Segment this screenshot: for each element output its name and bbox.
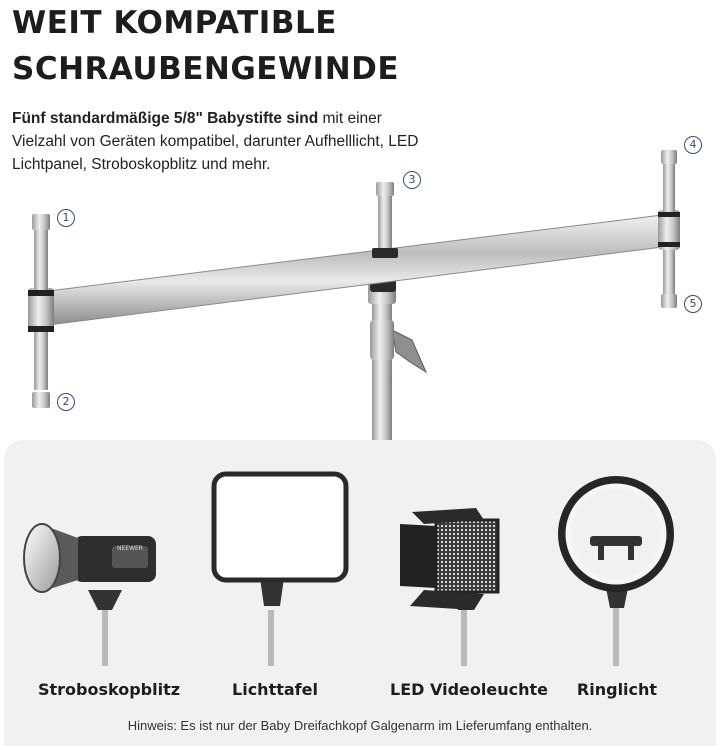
pin-5 (663, 250, 675, 298)
headline-line-2: SCHRAUBENGEWINDE (12, 51, 400, 87)
stand-pole (372, 290, 392, 450)
boom-bar (40, 214, 670, 326)
label-light-panel: Lichttafel (232, 680, 318, 699)
strobe-illustration (12, 460, 182, 670)
product-ring-light (532, 460, 702, 670)
label-strobe: Stroboskopblitz (37, 680, 181, 699)
pin-badge-5: 5 (684, 295, 702, 313)
headline (12, 0, 399, 92)
description-bold: Fünf standardmäßige 5/8" Babystifte sind (12, 110, 319, 127)
led-video-light-illustration (384, 460, 554, 670)
boom-arm-illustration (0, 140, 720, 450)
ring-light-illustration (532, 460, 702, 670)
product-light-panel (196, 460, 366, 670)
clamp-knob (392, 330, 426, 372)
label-ring-light: Ringlicht (576, 680, 658, 699)
label-led-video-light: LED Videoleuchte (390, 680, 548, 699)
pin-badge-3: 3 (403, 171, 421, 189)
pin-badge-1: 1 (57, 209, 75, 227)
description-rest: mit einer Vielzahl von Geräten kompatibel, darunter Aufhelllicht, LED Lichtpanel, Stroboskopblitz und mehr. (12, 110, 419, 173)
headline-line-1: WEIT KOMPATIBLE (12, 5, 337, 41)
strobe-brand: NEEWER (117, 545, 143, 552)
footnote: Hinweis: Es ist nur der Baby Dreifachkopf Galgenarm im Lieferumfang enthalten. (127, 718, 593, 733)
pin-2 (34, 332, 48, 390)
pin-badge-4: 4 (684, 136, 702, 154)
product-strobe (12, 460, 182, 670)
product-led-video-light (384, 460, 554, 670)
pin-badge-2: 2 (57, 393, 75, 411)
light-panel-illustration (196, 460, 366, 670)
